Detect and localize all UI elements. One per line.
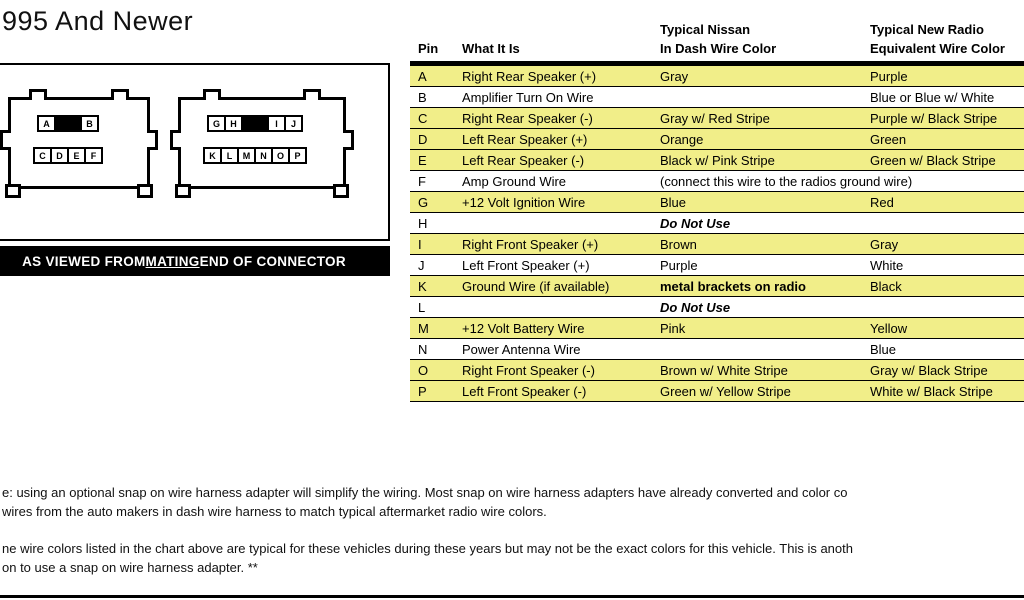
cell-nissan-color: Brown w/ White Stripe (660, 362, 788, 378)
table-row-pin-L (410, 297, 1024, 318)
pin-blank-block (243, 117, 267, 130)
banner-text-underlined: MATING (145, 253, 200, 269)
connector-tab (29, 89, 47, 100)
cell-radio-color: Black (870, 278, 902, 294)
cell-nissan-color: Green w/ Yellow Stripe (660, 383, 791, 399)
connector-tab (203, 89, 221, 100)
banner-text-post: END OF CONNECTOR (199, 253, 346, 269)
cell-what-it-is: Power Antenna Wire (462, 341, 581, 357)
table-row-pin-C (410, 108, 1024, 129)
cell-what-it-is: Left Front Speaker (-) (462, 383, 587, 399)
cell-pin: N (418, 341, 428, 357)
cell-what-it-is: Ground Wire (if available) (462, 278, 610, 294)
wire-table-rows (410, 61, 1024, 402)
cell-nissan-color: Pink (660, 320, 686, 336)
cell-what-it-is: Left Front Speaker (+) (462, 257, 590, 273)
connector-right (178, 97, 346, 189)
pin-E: E (69, 149, 84, 162)
cell-radio-color: Gray w/ Black Stripe (870, 362, 988, 378)
header-nissan-line1: Typical Nissan (660, 22, 751, 37)
table-row-pin-B (410, 87, 1024, 108)
table-row-pin-O (410, 360, 1024, 381)
table-row-pin-G (410, 192, 1024, 213)
page-bottom-border (0, 595, 1024, 598)
pin-D: D (52, 149, 67, 162)
header-radio-line2: Equivalent Wire Color (870, 41, 1005, 56)
cell-what-it-is: Left Rear Speaker (+) (462, 131, 588, 147)
pin-O: O (273, 149, 288, 162)
table-row-pin-D (410, 129, 1024, 150)
cell-do-not-use: Do Not Use (660, 215, 731, 231)
cell-do-not-use: Do Not Use (660, 299, 731, 315)
table-row-pin-A (410, 66, 1024, 87)
connector-tab (303, 89, 321, 100)
cell-pin: C (418, 110, 428, 126)
pin-H: H (226, 117, 241, 130)
cell-radio-color: Green (870, 131, 907, 147)
cell-pin: A (418, 68, 427, 84)
table-row-pin-K (410, 276, 1024, 297)
cell-pin: B (418, 89, 427, 105)
connector-tab (0, 130, 11, 150)
note-paragraph2-line1: ne wire colors listed in the chart above are typical for these vehicles during these years but may not be the exact colors for this vehicle. This is anoth (2, 541, 853, 556)
cell-radio-color: Purple w/ Black Stripe (870, 110, 998, 126)
cell-what-it-is: Amp Ground Wire (462, 173, 567, 189)
cell-radio-color: Gray (870, 236, 899, 252)
pin-L: L (222, 149, 237, 162)
connector-diagram (0, 63, 390, 241)
cell-nissan-color: Blue (660, 194, 687, 210)
cell-radio-color: Green w/ Black Stripe (870, 152, 996, 168)
table-row-pin-J (410, 255, 1024, 276)
cell-pin: E (418, 152, 427, 168)
connector-tab (333, 184, 349, 198)
cell-radio-color: Red (870, 194, 894, 210)
pin-C: C (35, 149, 50, 162)
pin-G: G (209, 117, 224, 130)
cell-radio-color: White w/ Black Stripe (870, 383, 993, 399)
connector-tab (170, 130, 181, 150)
table-row-pin-H (410, 213, 1024, 234)
cell-what-it-is: Right Front Speaker (-) (462, 362, 595, 378)
cell-pin: I (418, 236, 422, 252)
cell-what-it-is: Amplifier Turn On Wire (462, 89, 594, 105)
cell-pin: L (418, 299, 426, 315)
table-row-pin-F (410, 171, 1024, 192)
note-paragraph1-line2: wires from the auto makers in dash wire harness to match typical aftermarket radio wire colors. (2, 504, 547, 519)
pin-J: J (286, 117, 301, 130)
cell-what-it-is: Left Rear Speaker (-) (462, 152, 585, 168)
cell-pin: M (418, 320, 429, 336)
note-paragraph2-line2: on to use a snap on wire harness adapter. ** (2, 560, 258, 575)
header-pin: Pin (418, 41, 439, 56)
cell-what-it-is: Right Rear Speaker (+) (462, 68, 597, 84)
cell-nissan-color: Purple (660, 257, 698, 273)
connector-tab (175, 184, 191, 198)
cell-nissan-color: Brown (660, 236, 697, 252)
pin-F: F (86, 149, 101, 162)
pin-I: I (269, 117, 284, 130)
cell-nissan-color: Gray w/ Red Stripe (660, 110, 770, 126)
table-row-pin-N (410, 339, 1024, 360)
cell-pin: F (418, 173, 426, 189)
connector-tab (5, 184, 21, 198)
cell-nissan-color: Gray (660, 68, 689, 84)
table-row-pin-M (410, 318, 1024, 339)
connector-tab (137, 184, 153, 198)
cell-pin: G (418, 194, 429, 210)
pin-row-right-top (207, 115, 303, 132)
cell-radio-color: Blue (870, 341, 897, 357)
banner-text-pre: AS VIEWED FROM (22, 253, 146, 269)
cell-what-it-is: Right Rear Speaker (-) (462, 110, 593, 126)
pin-M: M (239, 149, 254, 162)
pin-P: P (290, 149, 305, 162)
cell-pin: O (418, 362, 429, 378)
connector-tab (111, 89, 129, 100)
cell-nissan-color: metal brackets on radio (660, 278, 806, 294)
pin-B: B (82, 117, 97, 130)
cell-radio-color: White (870, 257, 904, 273)
page-title: 995 And Newer (2, 6, 194, 36)
cell-nissan-color: Orange (660, 131, 704, 147)
cell-radio-color: Yellow (870, 320, 908, 336)
cell-what-it-is: +12 Volt Battery Wire (462, 320, 585, 336)
pin-row-left-top (37, 115, 99, 132)
cell-radio-color: Blue or Blue w/ White (870, 89, 995, 105)
cell-radio-color: Purple (870, 68, 908, 84)
table-row-pin-P (410, 381, 1024, 402)
pin-row-right-bottom (203, 147, 307, 164)
connector-tab (343, 130, 354, 150)
cell-pin: J (418, 257, 425, 273)
table-row-pin-I (410, 234, 1024, 255)
table-row-pin-E (410, 150, 1024, 171)
connector-tab (147, 130, 158, 150)
cell-pin: P (418, 383, 427, 399)
pin-A: A (39, 117, 54, 130)
viewed-from-banner (0, 246, 390, 276)
pin-blank-block (56, 117, 80, 130)
cell-nissan-color: Black w/ Pink Stripe (660, 152, 775, 168)
connector-left (8, 97, 150, 189)
pin-K: K (205, 149, 220, 162)
cell-what-it-is: Right Front Speaker (+) (462, 236, 599, 252)
cell-what-it-is: +12 Volt Ignition Wire (462, 194, 586, 210)
header-what-it-is: What It Is (462, 41, 520, 56)
cell-span-note: (connect this wire to the radios ground wire) (660, 173, 913, 189)
cell-pin: K (418, 278, 427, 294)
header-nissan-line2: In Dash Wire Color (660, 41, 777, 56)
pin-N: N (256, 149, 271, 162)
pin-row-left-bottom (33, 147, 103, 164)
cell-pin: H (418, 215, 428, 231)
cell-pin: D (418, 131, 428, 147)
header-radio-line1: Typical New Radio (870, 22, 984, 37)
note-paragraph1-line1: e: using an optional snap on wire harness adapter will simplify the wiring. Most snap on wire harness adapters have already converted and color co (2, 485, 848, 500)
